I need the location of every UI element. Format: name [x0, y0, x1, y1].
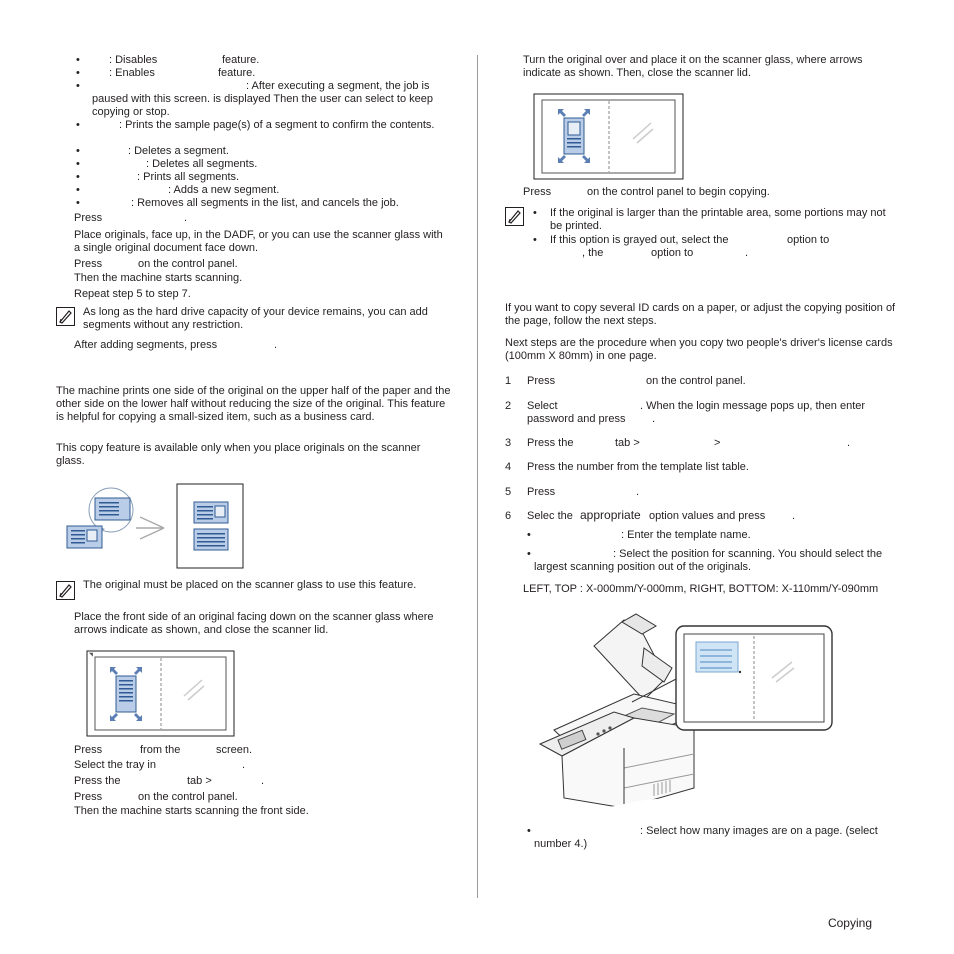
paragraph: Next steps are the procedure when you copy two people's driver's license cards (100mm X 80mm) in one page.	[505, 337, 893, 362]
bullet: •	[76, 80, 80, 92]
bullet-text: : Prints all segments.	[137, 171, 240, 183]
step-text: .	[261, 775, 265, 787]
bullet: •	[76, 119, 80, 131]
bullet: •	[76, 145, 80, 157]
step-number: 3	[505, 437, 512, 449]
note-text: option to	[651, 247, 694, 259]
bullet: •	[527, 529, 531, 541]
step-text: Then the machine starts scanning.	[74, 272, 243, 284]
step-number: 2	[505, 400, 512, 412]
step-text: Press the	[527, 437, 574, 449]
step-text: tab >	[187, 775, 212, 787]
bullet: •	[76, 171, 80, 183]
paragraph: This copy feature is available only when you place originals on the scanner glass.	[56, 442, 421, 467]
bullet: •	[533, 234, 537, 246]
scanner-glass-illustration	[86, 650, 236, 738]
bullet: •	[76, 158, 80, 170]
note-icon	[56, 307, 75, 326]
step-text: on the control panel.	[646, 375, 746, 387]
note-text: As long as the hard drive capacity of your device remains, you can add segments without any restriction.	[83, 306, 428, 331]
coordinates-text: LEFT, TOP : X-000mm/Y-000mm, RIGHT, BOTTOM: X-110mm/Y-090mm	[523, 583, 879, 595]
column-divider	[477, 55, 478, 898]
bullet: •	[76, 197, 80, 209]
footer-section-title: Copying	[827, 916, 872, 930]
step-text: Then the machine starts scanning the front side.	[74, 805, 309, 817]
note-text: If this option is grayed out, select the	[550, 234, 729, 246]
note-text: , the	[582, 247, 604, 259]
id-copy-illustration	[64, 482, 246, 570]
bullet: •	[527, 825, 531, 837]
svg-text:◥: ◥	[89, 652, 93, 658]
step-text: Press	[74, 744, 103, 756]
note-text: option to	[787, 234, 830, 246]
step-number: 5	[505, 486, 512, 498]
bullet-text: : Prints the sample page(s) of a segment to confirm the contents.	[119, 119, 435, 131]
bullet-text: paused with this screen. is displayed Then the user can select to keep copying or stop.	[92, 93, 433, 118]
step-text: Select the tray in	[74, 759, 156, 771]
step-text: .	[184, 212, 188, 224]
bullet-text: : Enter the template name.	[621, 529, 751, 541]
step-text: on the control panel.	[138, 791, 238, 803]
step-text: .	[242, 759, 246, 771]
step-text: Repeat step 5 to step 7.	[74, 288, 191, 300]
step-text: tab >	[615, 437, 640, 449]
bullet: •	[76, 54, 80, 66]
step-text: Press	[523, 186, 552, 198]
step-text: .	[652, 413, 656, 425]
step-text: on the control panel to begin copying.	[587, 186, 770, 198]
bullet-text: feature.	[218, 67, 256, 79]
bullet-text: : Removes all segments in the list, and cancels the job.	[131, 197, 399, 209]
step-text: .	[274, 339, 278, 351]
step-text: Press	[74, 791, 103, 803]
bullet-text: : Disables	[109, 54, 158, 66]
step-text: After adding segments, press	[74, 339, 218, 351]
step-text: Place the front side of an original facing down on the scanner glass where arrows indicate as shown, and close the scanner lid.	[74, 611, 434, 636]
bullet-text: : Select how many images are on a page. (select number 4.)	[534, 825, 878, 850]
bullet-text: : Enables	[109, 67, 155, 79]
step-text: Press	[74, 212, 103, 224]
paragraph: The machine prints one side of the original on the upper half of the paper and the other side on the lower half without reducing the size of the original. This feature is helpful for copying a small-sized item, such as a business card.	[56, 385, 451, 423]
printer-illustration	[524, 608, 836, 814]
step-text: .	[636, 486, 640, 498]
step-text: Select	[527, 400, 558, 412]
step-text: on the control panel.	[138, 258, 238, 270]
step-text: Selec the	[527, 510, 573, 522]
step-text: Press the number from the template list table.	[527, 461, 749, 473]
step-text: Press the	[74, 775, 121, 787]
step-text: .	[847, 437, 851, 449]
paragraph: If you want to copy several ID cards on a paper, or adjust the copying position of the page, follow the next steps.	[505, 302, 896, 327]
step-text: Press	[527, 486, 556, 498]
note-icon	[56, 581, 75, 600]
note-text: The original must be placed on the scanner glass to use this feature.	[83, 579, 417, 591]
step-text: Turn the original over and place it on the scanner glass, where arrows indicate as shown. Then, close the scanner lid.	[523, 54, 863, 79]
note-icon	[505, 207, 524, 226]
bullet-text: : Deletes all segments.	[146, 158, 258, 170]
step-text: Press	[527, 375, 556, 387]
bullet: •	[533, 207, 537, 219]
scanner-glass-illustration	[533, 93, 685, 181]
bullet-text: feature.	[222, 54, 260, 66]
step-text: screen.	[216, 744, 253, 756]
bullet-text: : Adds a new segment.	[168, 184, 280, 196]
bullet-text: : Select the position for scanning. You should select the largest scanning position out of the originals.	[534, 548, 883, 573]
bullet-text: : Deletes a segment.	[128, 145, 229, 157]
step-text: Place originals, face up, in the DADF, or you can use the scanner glass with a single original document face down.	[74, 229, 443, 254]
bullet: •	[76, 184, 80, 196]
bullet: •	[527, 548, 531, 560]
step-text: >	[714, 437, 721, 449]
step-text: option values and press	[649, 510, 766, 522]
step-text: .	[792, 510, 796, 522]
note-text: .	[745, 247, 749, 259]
step-text: . When the login message pops up, then enter password and press	[527, 400, 866, 425]
step-text: Press	[74, 258, 103, 270]
note-text: If the original is larger than the printable area, some portions may not be printed.	[550, 207, 886, 232]
bullet: •	[76, 67, 80, 79]
step-text: appropriate	[580, 508, 641, 522]
step-number: 6	[505, 510, 512, 522]
step-number: 1	[505, 375, 512, 387]
step-number: 4	[505, 461, 512, 473]
step-text: from the	[140, 744, 181, 756]
bullet-text: : After executing a segment, the job is	[246, 80, 430, 92]
